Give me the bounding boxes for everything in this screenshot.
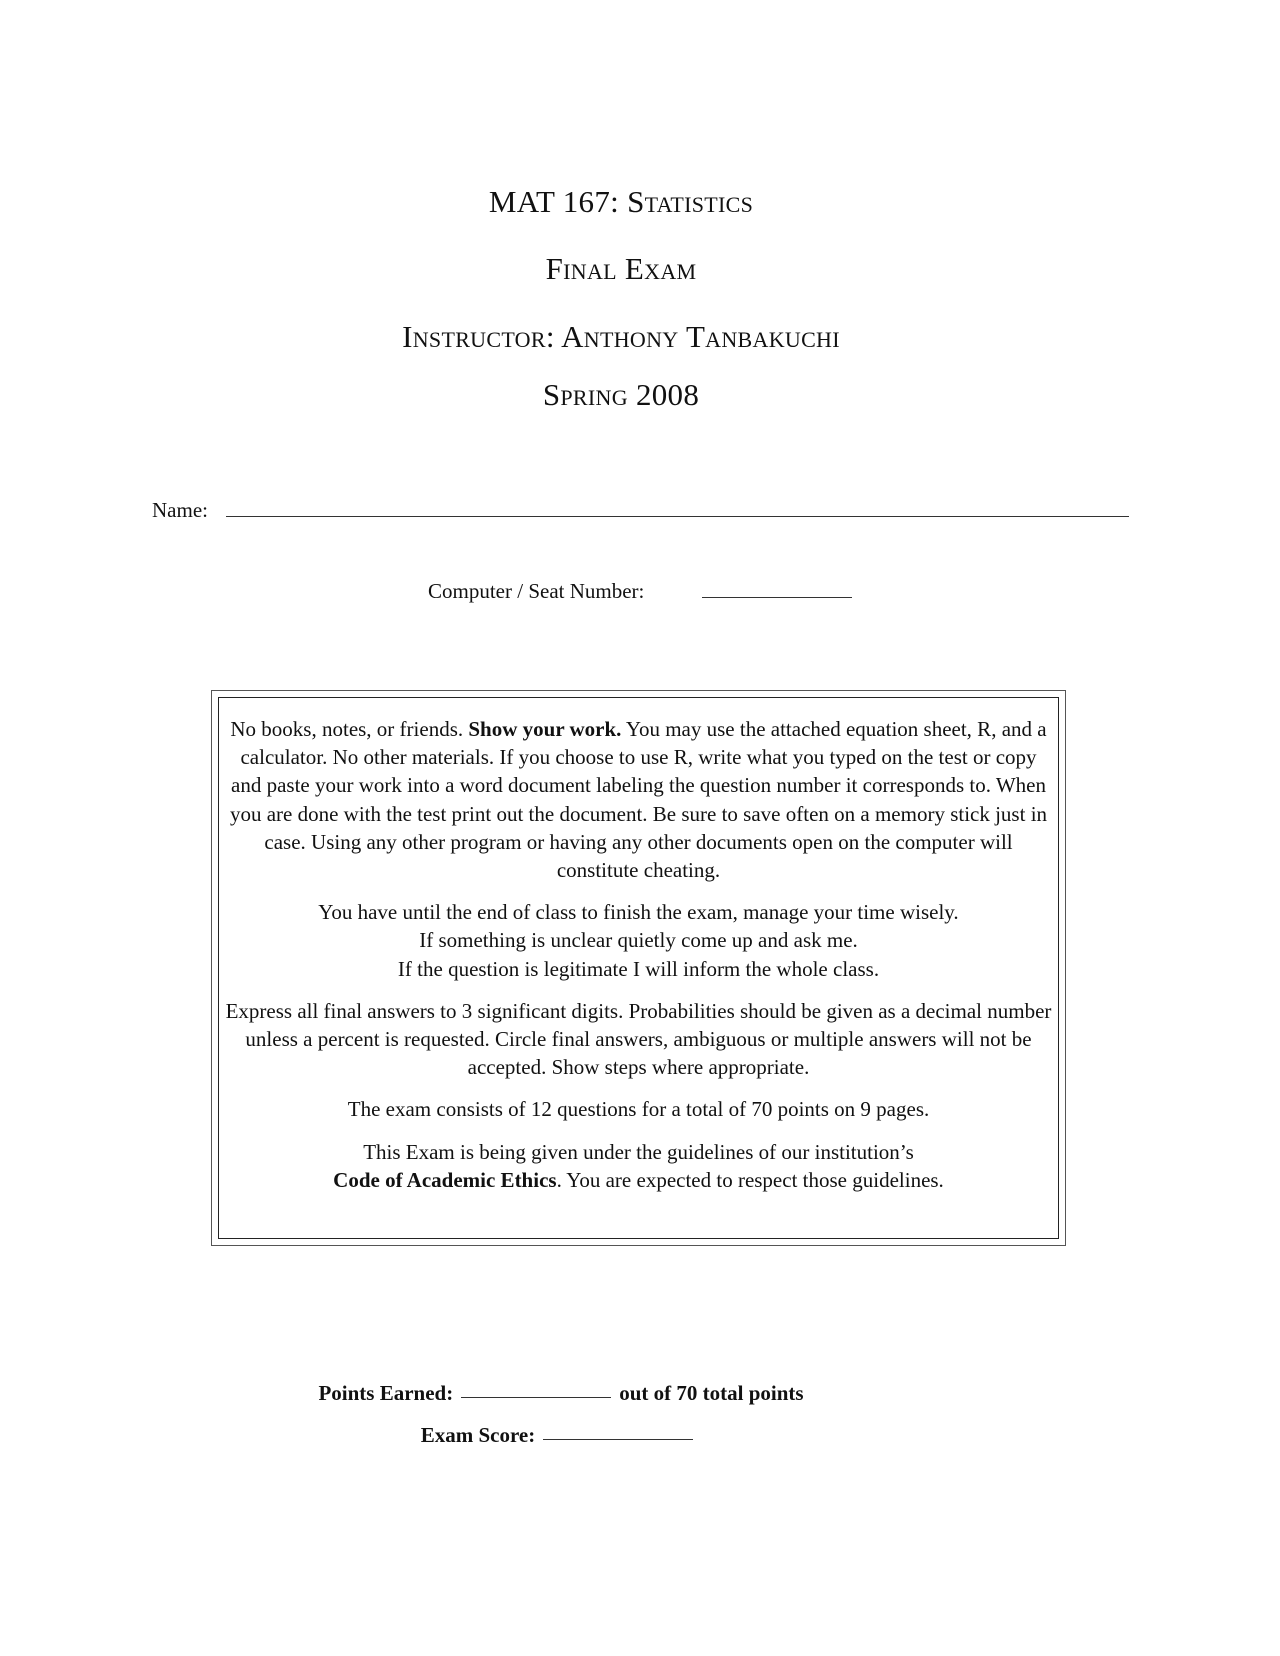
time-line-3: If the question is legitimate I will inform the whole class. [397, 956, 880, 981]
name-label: Name: [152, 498, 208, 522]
exam-title: Final Exam [545, 251, 697, 286]
seat-label: Computer / Seat Number: [428, 579, 645, 603]
term-line: Spring 2008 [542, 377, 700, 412]
time-line-1: You have until the end of class to finish the exam, manage your time wisely. [318, 900, 959, 925]
instructions-paragraph-answers: Express all final answers to 3 significant digits. Probabilities should be given as a decimal number unless a percent is requested. Circle final answers, ambiguous or multiple answers will not be accepted. Show steps where appropriate. [225, 998, 1052, 1080]
ethics-line-2: . You are expected to respect those guidelines. [556, 1167, 944, 1192]
instructions-paragraph-exam-length: The exam consists of 12 questions for a total of 70 points on 9 pages. [347, 1097, 930, 1122]
instructions-paragraph-time [225, 898, 1052, 983]
show-work-emphasis: Show your work. [468, 717, 622, 741]
rules-text-start: No books, notes, or friends. [230, 717, 469, 741]
seat-underline [702, 597, 852, 598]
code-of-ethics-emphasis: Code of Academic Ethics [333, 1167, 557, 1192]
instructions-paragraph-rules [225, 715, 1052, 884]
seat-number-field[interactable] [702, 573, 852, 599]
name-underline [226, 516, 1129, 517]
course-title: MAT 167: Statistics [488, 184, 754, 219]
points-total-suffix: out of 70 total points [619, 1381, 804, 1405]
points-earned-label: Points Earned: [318, 1381, 454, 1405]
rules-text-end: You may use the attached equation sheet, R, and a calculator. No other materials. If you choose to use R, write what you typed on the test or copy and paste your work into a word document labeling the question number it corresponds to. When you are done with the test print out the document. Be sure to save often on a memory stick just in case. Using any other program or having any other documents open on the computer will constitute cheating. [229, 717, 1048, 883]
instructions-paragraph-ethics [225, 1138, 1052, 1194]
points-earned-field[interactable] [461, 1397, 611, 1398]
points-earned-row [261, 1381, 861, 1405]
exam-score-field[interactable] [543, 1439, 693, 1440]
instructions-box-inner [218, 697, 1059, 1239]
exam-score-row [261, 1423, 861, 1447]
name-field[interactable] [226, 492, 1129, 518]
time-line-2: If something is unclear quietly come up and ask me. [419, 928, 858, 953]
instructions-box [211, 690, 1066, 1246]
exam-score-label: Exam Score: [420, 1423, 536, 1447]
instructor-line: Instructor: Anthony Tanbakuchi [402, 319, 840, 354]
ethics-line-1: This Exam is being given under the guidelines of our institution’s [363, 1139, 914, 1164]
